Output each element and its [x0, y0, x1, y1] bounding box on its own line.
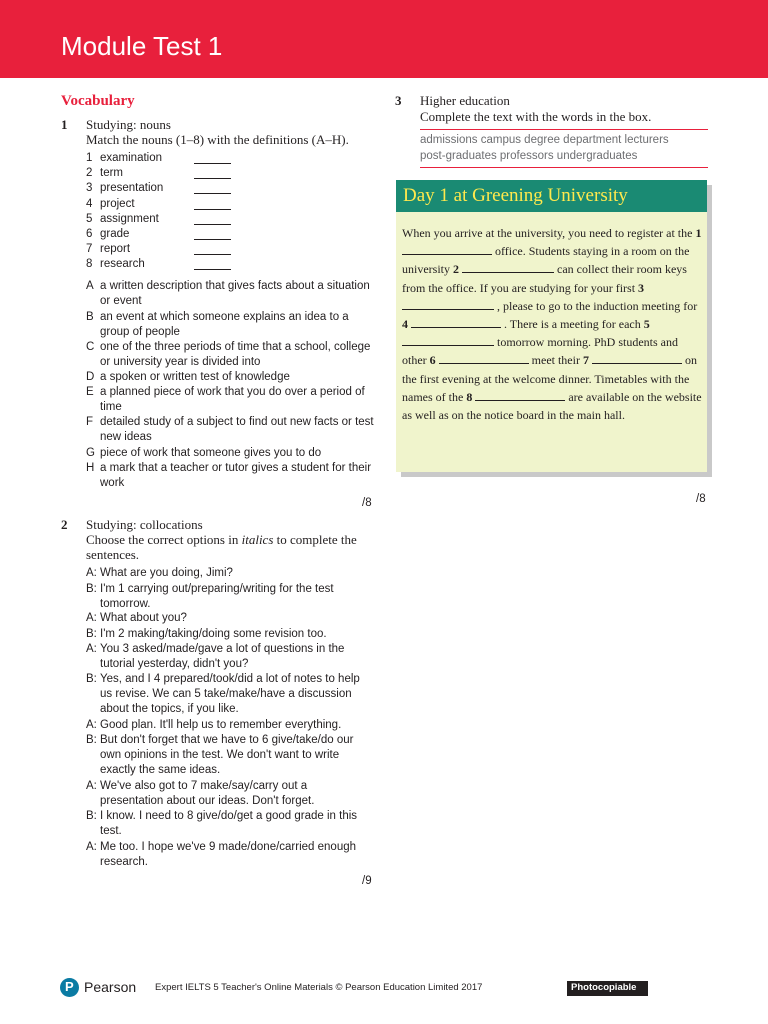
gap-7-input[interactable]: [592, 352, 682, 364]
dialogue-speaker: A:: [86, 780, 97, 792]
exercise-1-score: /8: [362, 497, 372, 509]
dialogue-text[interactable]: But don't forget that we have to 6 give/take/do our own opinions in the test. We don't want to write exactly the same ideas.: [100, 734, 354, 776]
answer-blank[interactable]: [194, 178, 231, 179]
exercise-3-instruction: Complete the text with the words in the box.: [420, 109, 652, 124]
dialogue-text[interactable]: What are you doing, Jimi?: [100, 567, 233, 579]
definition-text: a mark that a teacher or tutor gives a student for their work: [100, 462, 372, 489]
answer-blank[interactable]: [194, 224, 231, 225]
definition-letter: B: [86, 311, 94, 323]
definition-letter: F: [86, 416, 94, 428]
noun-number: 2: [86, 167, 93, 180]
exercise-2-score: /9: [362, 875, 372, 887]
text-card: [396, 180, 707, 472]
noun-word: term: [100, 167, 123, 180]
definition-letter: G: [86, 447, 95, 459]
definition-text: one of the three periods of time that a school, college or university year is divided into: [100, 341, 371, 368]
noun-item: [86, 257, 246, 272]
dialogue-speaker: B:: [86, 628, 97, 640]
gap-6-input[interactable]: [439, 352, 529, 364]
definition-letter: A: [86, 280, 94, 292]
noun-word: examination: [100, 152, 163, 164]
dialogue-speaker: B:: [86, 673, 97, 685]
dialogue-speaker: A:: [86, 841, 97, 853]
gap-2-input[interactable]: [462, 261, 554, 273]
noun-number: 6: [86, 228, 93, 240]
dialogue-text[interactable]: We've also got to 7 make/say/carry out a presentation about our ideas. Don't forget.: [100, 780, 315, 807]
word-box-line-2: post-graduates professors undergraduates: [420, 150, 638, 162]
definition-text: a written description that gives facts about a situation or event: [100, 280, 370, 307]
dialogue-speaker: B:: [86, 810, 97, 822]
section-heading: Vocabulary: [61, 93, 135, 109]
pearson-logo-icon: P: [60, 978, 79, 997]
dialogue-text[interactable]: Yes, and I 4 prepared/took/did a lot of notes to help us revise. We can 5 take/make/have a discussion about the topics, if you like.: [100, 673, 360, 715]
definition-letter: C: [86, 341, 95, 353]
dialogue-text[interactable]: Good plan. It'll help us to remember everything.: [100, 719, 342, 731]
word-box-bottom-rule: [420, 167, 708, 168]
card-text: When you arrive at the university, you need to register at the 1 office. Students staying in a room on the university 2 can collect their room keys from the office. If you are studying for your first 3 , please to go to the induction meeting for 4 . There is a meeting for each 5 tomorrow morning. PhD students and other 6 meet their 7 on the first evening at the welcome dinner. Timetables with the names of the 8 are available on the website as well as on the notice board in the main hall.: [402, 226, 702, 423]
dialogue-text[interactable]: I'm 1 carrying out/preparing/writing for the test tomorrow.: [100, 583, 334, 610]
answer-blank[interactable]: [194, 239, 231, 240]
gap-3-input[interactable]: [402, 298, 494, 310]
answer-blank[interactable]: [194, 209, 231, 210]
dialogue-speaker: A:: [86, 567, 97, 579]
exercise-2-title: Studying: collocations: [86, 517, 203, 532]
noun-item: [86, 181, 246, 196]
answer-blank[interactable]: [194, 254, 231, 255]
photocopiable-badge: [567, 981, 648, 996]
noun-number: 8: [86, 258, 93, 271]
noun-item: [86, 151, 246, 166]
exercise-1-title: Studying: nouns: [86, 117, 171, 132]
noun-number: 1: [86, 152, 93, 164]
word-box-top-rule: [420, 129, 708, 130]
definition-text: an event at which someone explains an idea to a group of people: [100, 311, 349, 338]
definition-text: a spoken or written test of knowledge: [100, 371, 290, 383]
noun-number: 7: [86, 243, 93, 256]
dialogue-speaker: A:: [86, 719, 97, 731]
footer-brand: Pearson: [84, 979, 137, 995]
definition-letter: H: [86, 462, 95, 474]
card-header: [396, 180, 707, 212]
exercise-3-score: /8: [696, 493, 706, 505]
answer-blank[interactable]: [194, 163, 231, 164]
noun-word: research: [100, 258, 145, 271]
dialogue-speaker: B:: [86, 734, 97, 746]
noun-item: [86, 242, 246, 257]
exercise-1-number: 1: [61, 117, 68, 132]
dialogue-speaker: A:: [86, 643, 97, 655]
footer-copyright: Expert IELTS 5 Teacher's Online Materials © Pearson Education Limited 2017: [155, 982, 483, 993]
noun-word: grade: [100, 228, 130, 240]
noun-word: report: [100, 243, 131, 256]
page-title: Module Test 1: [61, 31, 223, 61]
noun-item: [86, 197, 246, 212]
answer-blank[interactable]: [194, 269, 231, 270]
answer-blank[interactable]: [194, 193, 231, 194]
definition-text: piece of work that someone gives you to do: [100, 447, 322, 459]
gap-5-input[interactable]: [402, 334, 494, 346]
dialogue-speaker: B:: [86, 583, 97, 595]
photocopiable-badge-label: Photocopiable: [571, 982, 637, 993]
noun-item: [86, 227, 246, 242]
definition-letter: E: [86, 386, 94, 398]
exercise-1-instruction: Match the nouns (1–8) with the definitions (A–H).: [86, 132, 349, 147]
noun-number: 3: [86, 182, 93, 195]
noun-number: 4: [86, 197, 93, 210]
noun-item: [86, 212, 246, 227]
noun-word: presentation: [100, 182, 164, 195]
definition-letter: D: [86, 371, 95, 383]
dialogue-text[interactable]: I know. I need to 8 give/do/get a good grade in this test.: [100, 810, 358, 837]
exercise-3-title: Higher education: [420, 93, 510, 108]
header-bar: [0, 0, 768, 78]
noun-word: project: [100, 197, 135, 210]
noun-word: assignment: [100, 212, 159, 225]
dialogue-text[interactable]: I'm 2 making/taking/doing some revision too.: [100, 628, 327, 640]
definition-text: detailed study of a subject to find out new facts or test new ideas: [100, 416, 374, 443]
gap-1-input[interactable]: [402, 243, 492, 255]
dialogue-speaker: A:: [86, 612, 97, 624]
exercise-2-instruction: Choose the correct options in italics to complete the sentences.: [86, 532, 357, 562]
gap-4-input[interactable]: [411, 316, 501, 328]
exercise-2-number: 2: [61, 517, 68, 532]
noun-item: [86, 166, 246, 181]
dialogue-text[interactable]: What about you?: [100, 612, 187, 624]
card-title: Day 1 at Greening University: [403, 185, 628, 206]
definition-text: a planned piece of work that you do over a period of time: [100, 386, 365, 413]
noun-number: 5: [86, 212, 93, 225]
gap-8-input[interactable]: [475, 389, 565, 401]
word-box-line-1: admissions campus degree department lecturers: [420, 134, 669, 146]
exercise-3-number: 3: [395, 93, 402, 108]
dialogue-text[interactable]: Me too. I hope we've 9 made/done/carried enough research.: [100, 841, 357, 868]
dialogue-text[interactable]: You 3 asked/made/gave a lot of questions in the tutorial yesterday, didn't you?: [100, 643, 345, 670]
